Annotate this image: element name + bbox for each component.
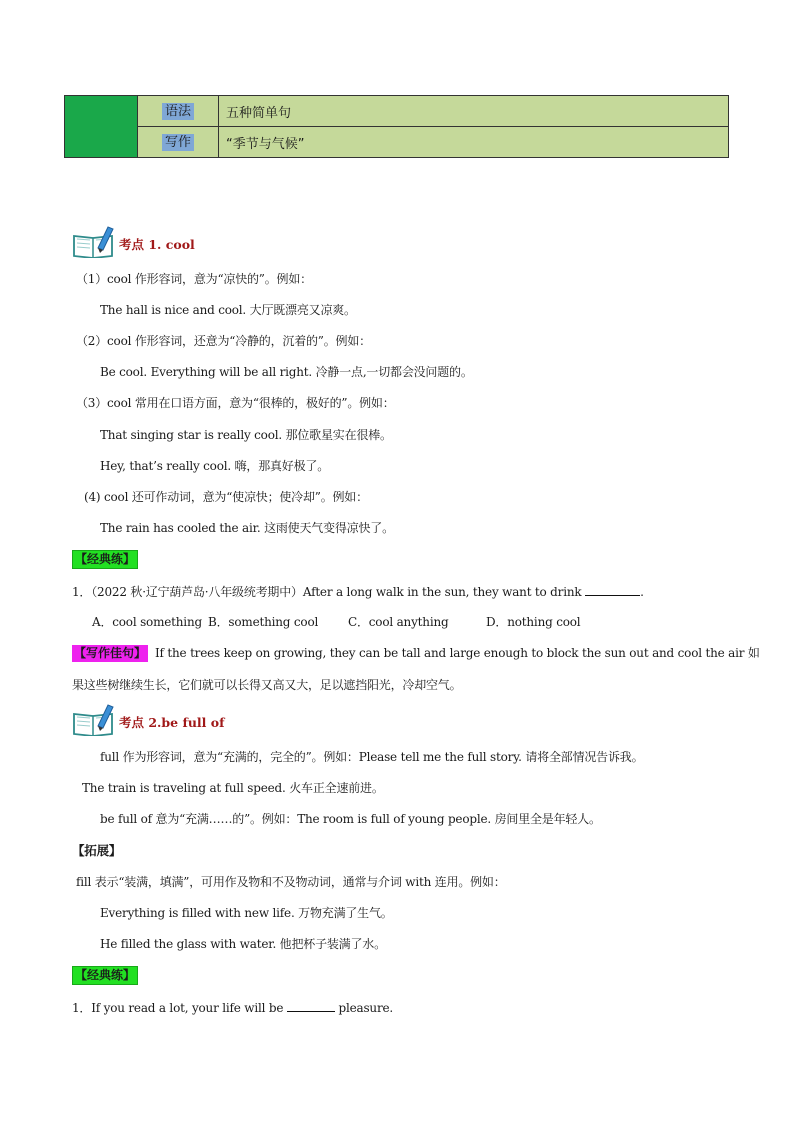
- book-pen-icon: [72, 224, 116, 258]
- practice-1-question-text: 1．（2022 秋·辽宁葫芦岛·八年级统考期中）After a long walk in the sun, they want to drink: [72, 585, 582, 599]
- practice-2-question-text: 1．If you read a lot, your life will be: [72, 1001, 284, 1015]
- practice-2-question: [72, 999, 393, 1016]
- book-pen-icon: [72, 702, 116, 736]
- header-color-block: [65, 96, 138, 157]
- kaodian-1-line: （1）cool 作形容词，意为“凉快的”。例如：: [76, 272, 312, 286]
- header-label-grammar: 语法: [162, 103, 194, 120]
- kaodian-1-example: Be cool. Everything will be all right. 冷静一点,一切都会没问题的。: [100, 365, 473, 379]
- kaodian-1-line: （3）cool 常用在口语方面，意为“很棒的，极好的”。例如：: [76, 396, 395, 410]
- extension-tag: 【拓展】: [72, 843, 122, 858]
- practice-1-question-end: .: [640, 585, 644, 599]
- practice-tag: 【经典练】: [72, 966, 138, 985]
- answer-blank[interactable]: [585, 583, 640, 596]
- kaodian-1-example: That singing star is really cool. 那位歌星实在很棒。: [100, 428, 392, 442]
- header-value-grammar: 五种简单句: [226, 105, 292, 121]
- kaodian-1-title: 考点 1. cool: [119, 237, 195, 252]
- writing-translation: 果这些树继续生长，它们就可以长得又高又大，足以遮挡阳光，冷却空气。: [72, 678, 462, 692]
- header-value-writing: “季节与气候”: [226, 136, 305, 152]
- extension-example: Everything is filled with new life. 万物充满了生气。: [100, 906, 393, 920]
- practice-1-question: [72, 583, 644, 600]
- header-label-writing: 写作: [162, 134, 194, 151]
- writing-sentence: If the trees keep on growing, they can be tall and large enough to block the sun out and cool the air 如: [155, 646, 760, 660]
- kaodian-1-example: Hey, that’s really cool. 嗨，那真好极了。: [100, 459, 329, 473]
- practice-1-option-b: B．something cool: [208, 615, 319, 629]
- kaodian-2-example: The train is traveling at full speed. 火车正全速前进。: [82, 781, 384, 795]
- header-label-cell: [138, 127, 219, 157]
- kaodian-1-line: (4) cool 还可作动词，意为“使凉快；使冷却”。例如：: [84, 490, 368, 504]
- header-table: [64, 95, 729, 158]
- header-row-writing: [138, 126, 728, 157]
- writing-tag: 【写作佳句】: [74, 646, 147, 660]
- extension-line: fill 表示“装满，填满”，可用作及物和不及物动词，通常与介词 with 连用。例如：: [76, 875, 506, 889]
- practice-tag: 【经典练】: [72, 550, 138, 569]
- practice-1-option-c: C．cool anything: [348, 615, 449, 629]
- kaodian-1-line: （2）cool 作形容词，还意为“冷静的，沉着的”。例如：: [76, 334, 371, 348]
- header-row-grammar: [138, 96, 728, 126]
- kaodian-1-example: The hall is nice and cool. 大厅既漂亮又凉爽。: [100, 303, 356, 317]
- kaodian-1-example: The rain has cooled the air. 这雨使天气变得凉快了。: [100, 521, 394, 535]
- practice-1-option-d: D．nothing cool: [486, 615, 581, 629]
- extension-example: He filled the glass with water. 他把杯子装满了水。: [100, 937, 386, 951]
- practice-2-question-end: pleasure.: [338, 1001, 394, 1015]
- header-rows: [138, 96, 728, 157]
- kaodian-2-title: 考点 2.be full of: [119, 715, 225, 730]
- practice-1-option-a: A．cool something: [92, 615, 202, 629]
- kaodian-2-line: full 作为形容词，意为“充满的，完全的”。例如：Please tell me the full story. 请将全部情况告诉我。: [100, 750, 644, 764]
- header-label-cell: [138, 96, 219, 126]
- answer-blank[interactable]: [287, 999, 335, 1012]
- kaodian-2-line: be full of 意为“充满……的”。例如：The room is full of young people. 房间里全是年轻人。: [100, 812, 601, 826]
